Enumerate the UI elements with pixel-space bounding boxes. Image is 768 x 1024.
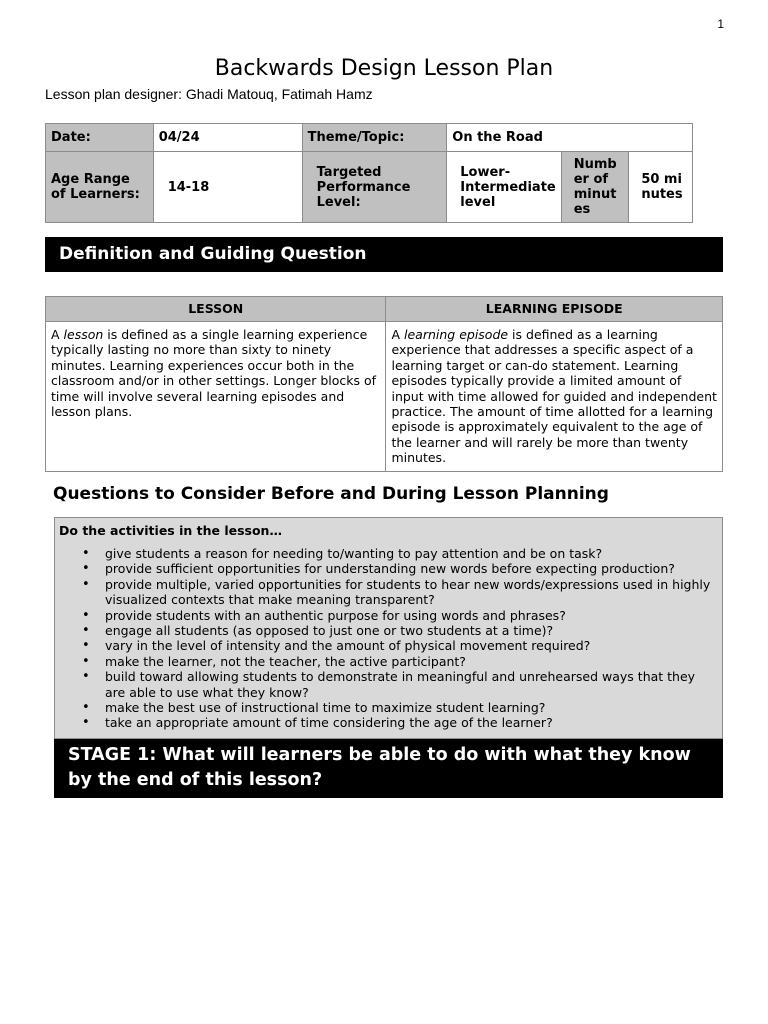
question-item bbox=[55, 715, 712, 730]
bullet-icon: • bbox=[82, 576, 90, 592]
question-item bbox=[55, 577, 712, 608]
question-text: engage all students (as opposed to just one or two students at a time)? bbox=[105, 623, 554, 639]
definition-table-header bbox=[46, 297, 723, 322]
info-row-details bbox=[46, 152, 693, 223]
question-text: give students a reason for needing to/wanting to pay attention and be on task? bbox=[105, 546, 603, 561]
stage1-header: STAGE 1: What will learners be able to do with what they know by the end of this lesson? bbox=[54, 739, 723, 798]
date-value: 04/24 bbox=[153, 124, 302, 152]
designer-line: Lesson plan designer: Ghadi Matouq, Fatimah Hamz bbox=[45, 86, 373, 102]
bullet-icon: • bbox=[82, 607, 90, 623]
question-item bbox=[55, 608, 712, 623]
episode-article: A bbox=[391, 327, 404, 342]
age-label: Age Range of Learners: bbox=[46, 152, 154, 223]
bullet-icon: • bbox=[82, 715, 90, 731]
question-text: take an appropriate amount of time considering the age of the learner? bbox=[105, 715, 553, 731]
document-title: Backwards Design Lesson Plan bbox=[214, 56, 554, 81]
lesson-info-table bbox=[45, 123, 693, 223]
question-item bbox=[55, 669, 712, 700]
question-item bbox=[55, 546, 712, 561]
question-item bbox=[55, 654, 712, 669]
lesson-definition-text: is defined as a single learning experience typically lasting no more than sixty to ninety minutes. Learning experiences occur both in the classroom and/or in other settings. Longer blocks of time will involve several learning episodes and lesson plans. bbox=[51, 327, 377, 420]
question-text: make the learner, not the teacher, the active participant? bbox=[105, 653, 466, 669]
date-label: Date: bbox=[46, 124, 154, 152]
episode-definition-text: is defined as a learning experience that addresses a specific aspect of a learning target or can-do statement. Learning episodes typically provide a limited amount of input with time allowed for guided and independent practice. The amount of time allotted for a learning episode is approximately equivalent to the age of the learner and will rarely be more than twenty minutes. bbox=[391, 327, 717, 466]
theme-value: On the Road bbox=[447, 124, 693, 152]
question-item bbox=[55, 623, 712, 638]
lesson-definition bbox=[46, 322, 386, 472]
theme-label: Theme/Topic: bbox=[302, 124, 447, 152]
bullet-icon: • bbox=[82, 700, 90, 716]
question-text: provide students with an authentic purpose for using words and phrases? bbox=[105, 607, 566, 623]
age-value: 14-18 bbox=[153, 152, 302, 223]
lesson-article: A bbox=[51, 327, 64, 342]
question-item bbox=[55, 561, 712, 576]
lesson-term: lesson bbox=[63, 327, 104, 342]
minutes-label: Number of minutes bbox=[561, 152, 629, 223]
definition-table-row bbox=[46, 322, 723, 472]
questions-lead: Do the activities in the lesson… bbox=[59, 523, 282, 538]
question-text: build toward allowing students to demonstrate in meaningful and unrehearsed ways that they are able to use what they know? bbox=[105, 669, 696, 700]
performance-label: Targeted Performance Level: bbox=[302, 152, 447, 223]
minutes-value: 50 minutes bbox=[629, 152, 693, 223]
question-text: make the best use of instructional time to maximize student learning? bbox=[105, 700, 546, 716]
questions-heading: Questions to Consider Before and During Lesson Planning bbox=[53, 484, 609, 504]
episode-column-header: LEARNING EPISODE bbox=[386, 297, 723, 322]
definition-table bbox=[45, 296, 723, 472]
question-item bbox=[55, 638, 712, 653]
info-row-date bbox=[46, 124, 693, 152]
page-number: 1 bbox=[717, 17, 724, 31]
question-text: vary in the level of intensity and the amount of physical movement required? bbox=[105, 638, 591, 654]
question-item bbox=[55, 700, 712, 715]
bullet-icon: • bbox=[82, 561, 90, 577]
question-text: provide multiple, varied opportunities for students to hear new words/expressions used in highly visualized contexts that make meaning transparent? bbox=[105, 576, 711, 608]
bullet-icon: • bbox=[82, 638, 90, 654]
question-text: provide sufficient opportunities for understanding new words before expecting production? bbox=[105, 561, 675, 577]
performance-value: Lower-Intermediate level bbox=[447, 152, 561, 223]
definition-section-header: Definition and Guiding Question bbox=[45, 237, 723, 272]
questions-box bbox=[54, 517, 723, 739]
bullet-icon: • bbox=[82, 546, 90, 561]
bullet-icon: • bbox=[82, 623, 90, 639]
bullet-icon: • bbox=[82, 653, 90, 669]
episode-definition bbox=[386, 322, 723, 472]
bullet-icon: • bbox=[82, 669, 90, 685]
lesson-column-header: LESSON bbox=[46, 297, 386, 322]
episode-term: learning episode bbox=[404, 327, 509, 342]
question-list bbox=[55, 546, 712, 731]
